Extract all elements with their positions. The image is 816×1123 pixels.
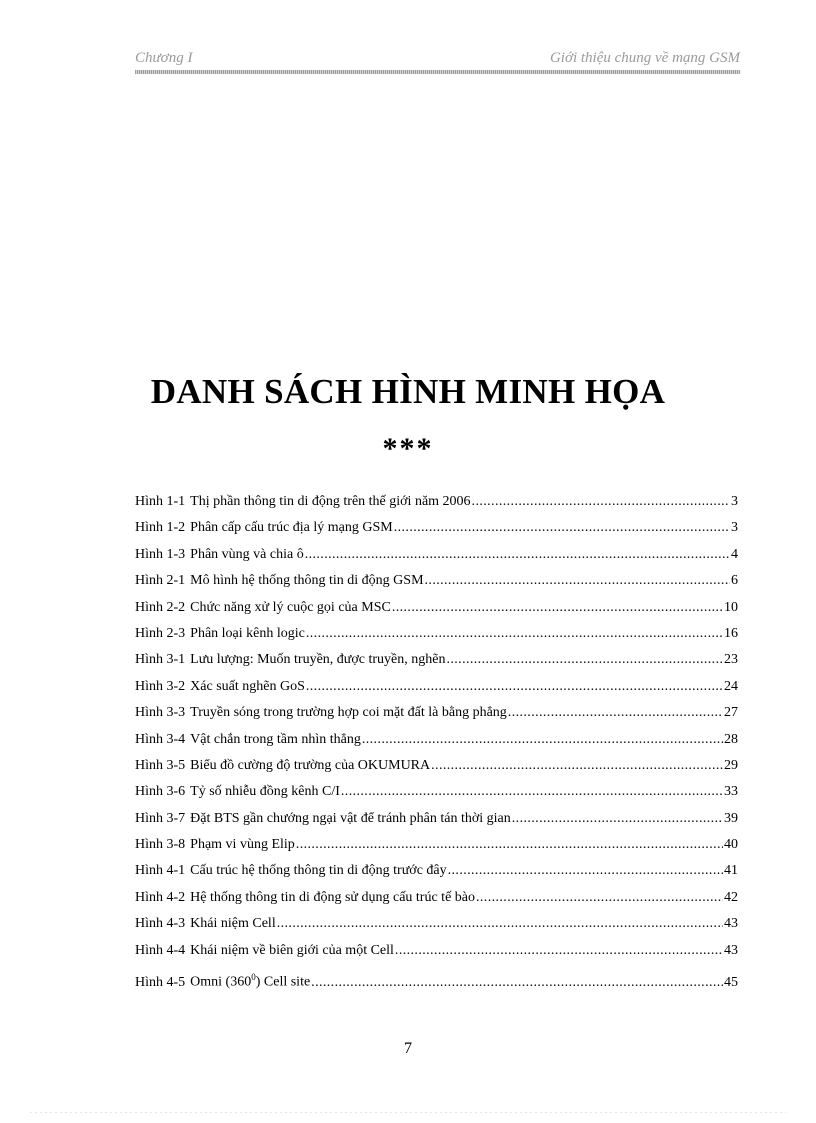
header-chapter: Chương I <box>135 50 193 66</box>
figure-caption: Thị phần thông tin di động trên thế giới năm 2006 <box>190 494 471 509</box>
figure-page: 45 <box>724 974 738 990</box>
figure-caption: Lưu lượng: Muốn truyền, được truyền, nghẽn <box>190 652 446 668</box>
title-separator: *** <box>382 432 434 465</box>
figure-entry[interactable] <box>135 624 738 650</box>
caption-text: Omni (360 <box>190 974 252 990</box>
dot-leader <box>448 861 723 881</box>
dot-leader <box>306 624 723 644</box>
figure-caption: Phân vùng và chia ô <box>190 546 304 562</box>
figure-caption: Mô hình hệ thống thông tin di động GSM <box>190 573 424 589</box>
figure-page: 6 <box>731 573 738 589</box>
figure-entry[interactable] <box>135 650 738 676</box>
caption-text: ) Cell site <box>255 974 311 990</box>
figure-entry[interactable] <box>135 571 738 597</box>
figure-entry[interactable] <box>135 545 738 571</box>
figure-number: Hình 3-4 <box>135 731 186 747</box>
figure-entry[interactable] <box>135 703 738 729</box>
dot-leader <box>277 914 723 934</box>
figure-page: 40 <box>724 837 738 853</box>
page-number: 7 <box>404 1040 412 1057</box>
page-title: DANH SÁCH HÌNH MINH HỌA <box>150 372 666 411</box>
header-rule <box>135 70 740 74</box>
dot-leader <box>395 941 723 961</box>
figure-page: 24 <box>724 678 738 694</box>
figure-entry[interactable] <box>135 809 738 835</box>
dot-leader <box>305 545 730 565</box>
figure-page: 39 <box>724 810 738 826</box>
figure-entry[interactable] <box>135 518 738 544</box>
figure-number: Hình 1-2 <box>135 520 186 536</box>
figure-page: 41 <box>724 863 738 879</box>
figure-number: Hình 1-3 <box>135 546 186 562</box>
figure-page: 43 <box>724 942 738 958</box>
figure-number: Hình 3-3 <box>135 705 186 721</box>
figure-entry[interactable] <box>135 914 738 940</box>
figure-page: 29 <box>724 757 738 773</box>
figure-caption: Hệ thống thông tin di động sử dụng cấu trúc tế bào <box>190 889 475 905</box>
figure-entry[interactable] <box>135 492 738 518</box>
figure-list <box>135 492 738 993</box>
figure-entry[interactable] <box>135 888 738 914</box>
dot-leader <box>306 677 723 697</box>
dot-leader <box>425 571 730 591</box>
figure-caption: Khái niệm về biên giới của một Cell <box>190 942 394 958</box>
figure-number: Hình 4-3 <box>135 916 186 932</box>
figure-caption: Biểu đồ cường độ trường của OKUMURA <box>190 757 431 773</box>
figure-number: Hình 3-5 <box>135 757 186 773</box>
figure-number: Hình 3-8 <box>135 837 186 853</box>
figure-number: Hình 4-5 <box>135 974 186 990</box>
figure-entry[interactable] <box>135 861 738 887</box>
figure-number: Hình 2-1 <box>135 573 186 589</box>
figure-page: 43 <box>724 916 738 932</box>
figure-entry[interactable] <box>135 835 738 861</box>
figure-caption: Vật chắn trong tầm nhìn thẳng <box>190 731 361 747</box>
figure-entry[interactable] <box>135 730 738 756</box>
figure-entry[interactable] <box>135 756 738 782</box>
dot-leader <box>362 730 723 750</box>
figure-caption: Phạm vi vùng Elip <box>190 837 295 853</box>
figure-caption <box>185 967 310 993</box>
figure-number: Hình 2-2 <box>135 599 186 615</box>
figure-caption: Khái niệm Cell <box>190 916 276 932</box>
figure-page: 4 <box>731 546 738 562</box>
figure-number: Hình 1-1 <box>135 494 186 509</box>
figure-number: Hình 4-2 <box>135 889 186 905</box>
dot-leader <box>296 835 723 855</box>
figure-number: Hình 3-1 <box>135 652 186 668</box>
figure-caption: Phân loại kênh logic <box>190 625 305 641</box>
figure-page: 23 <box>724 652 738 668</box>
figure-number: Hình 3-2 <box>135 678 186 694</box>
figure-caption: Xác suất nghẽn GoS <box>190 678 305 694</box>
figure-caption: Tỷ số nhiễu đồng kênh C/I <box>190 784 340 800</box>
caption-superscript: 0 <box>251 972 256 983</box>
figure-page: 42 <box>724 889 738 905</box>
figure-page: 10 <box>724 599 738 615</box>
dot-leader <box>311 973 723 993</box>
dot-leader <box>446 650 723 670</box>
figure-caption: Chức năng xử lý cuộc gọi của MSC <box>190 599 391 615</box>
figure-number: Hình 3-6 <box>135 784 186 800</box>
figure-page: 16 <box>724 625 738 641</box>
figure-entry[interactable] <box>135 941 738 967</box>
dot-leader <box>431 756 723 776</box>
figure-entry[interactable] <box>135 967 738 993</box>
figure-page: 3 <box>731 494 738 509</box>
figure-page: 33 <box>724 784 738 800</box>
dot-leader <box>394 518 730 538</box>
figure-entry[interactable] <box>135 677 738 703</box>
dot-leader <box>512 809 723 829</box>
figure-caption: Đặt BTS gần chướng ngại vật để tránh phân tán thời gian <box>190 810 511 826</box>
dot-leader <box>476 888 723 908</box>
figure-caption: Phân cấp cấu trúc địa lý mạng GSM <box>190 520 393 536</box>
figure-number: Hình 3-7 <box>135 810 186 826</box>
figure-caption: Cấu trúc hệ thống thông tin di động trước đây <box>190 863 447 879</box>
figure-number: Hình 2-3 <box>135 625 186 641</box>
page-header <box>135 48 740 76</box>
dot-leader <box>392 598 723 618</box>
figure-number: Hình 4-1 <box>135 863 186 879</box>
figure-page: 28 <box>724 731 738 747</box>
dot-leader <box>472 492 730 512</box>
figure-page: 27 <box>724 705 738 721</box>
figure-page: 3 <box>731 520 738 536</box>
header-section: Giới thiệu chung về mạng GSM <box>549 50 740 66</box>
figure-entry[interactable] <box>135 598 738 624</box>
footer-rule <box>30 1112 786 1113</box>
figure-entry[interactable] <box>135 782 738 808</box>
dot-leader <box>341 782 723 802</box>
figure-caption: Truyền sóng trong trường hợp coi mặt đất là bằng phẳng <box>190 705 507 721</box>
figure-number: Hình 4-4 <box>135 942 186 958</box>
dot-leader <box>508 703 723 723</box>
